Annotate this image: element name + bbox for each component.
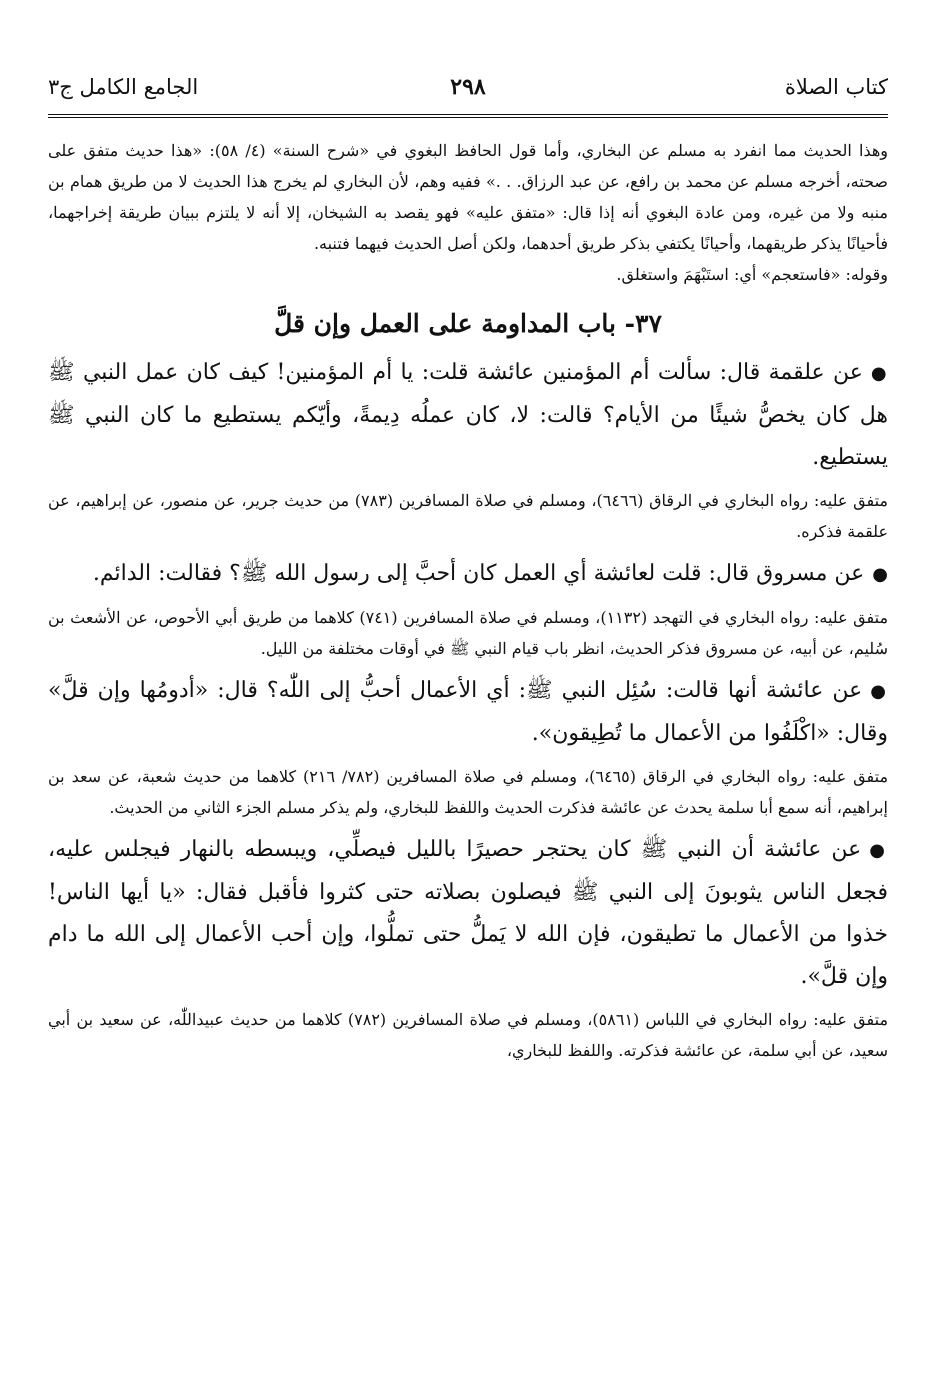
section-heading: ٣٧- باب المداومة على العمل وإن قلَّ	[274, 309, 662, 338]
running-header	[48, 70, 888, 104]
preface-note: وقوله: «فاستعجم» أي: استَبْهَمَ واستغلق.	[616, 265, 888, 284]
book-page	[48, 70, 888, 1379]
hadith-text	[48, 670, 888, 755]
hadith-body: عن علقمة قال: سألت أم المؤمنين عائشة قلت: يا أم المؤمنين! كيف كان عمل النبي ﷺ هل كان يخصُّ شيئًا من الأيام؟ قالت: لا، كان عملُه دِيمةً، وأيّكم يستطيع ما كان النبي ﷺ يستطيع.	[48, 360, 888, 470]
bullet-icon: ●	[872, 564, 888, 585]
hadith-takhrij: متفق عليه: رواه البخاري في اللباس (٥٨٦١)، ومسلم في صلاة المسافرين (٧٨٢) كلاهما من حديث عبيداللّٰه، عن سعيد بن أبي سعيد، عن أبي سلمة، عن عائشة فذكرته. واللفظ للبخاري،	[48, 1010, 889, 1060]
hadith-body: عن عائشة أنها قالت: سُئِل النبي ﷺ: أي الأعمال أحبُّ إلى اللّٰه؟ قال: «أدومُها وإن قلَّ» وقال: «اكْلَفُوا من الأعمال ما تُطِيقون».	[48, 678, 888, 746]
hadith-entry	[48, 670, 888, 823]
hadith-entry	[48, 829, 888, 1066]
page-number: ٢٩٨	[450, 74, 486, 100]
hadith-entry	[48, 352, 888, 547]
header-rule	[48, 114, 888, 121]
hadith-takhrij: متفق عليه: رواه البخاري في التهجد (١١٣٢)، ومسلم في صلاة المسافرين (٧٤١) كلاهما من طريق أبي الأحوص، عن الأشعث بن سُليم، عن أبيه، عن مسروق فذكر الحديث، انظر باب قيام النبي ﷺ في أوقات مختلفة من الليل.	[48, 608, 889, 658]
hadith-takhrij: متفق عليه: رواه البخاري في الرقاق (٦٤٦٥)، ومسلم في صلاة المسافرين (٧٨٢/ ٢١٦) كلاهما من حديث شعبة، عن سعد بن إبراهيم، أنه سمع أبا سلمة يحدث عن عائشة فذكرت الحديث واللفظ للبخاري، ولم يذكر مسلم الجزء الثاني من الحديث.	[48, 767, 889, 817]
hadith-text	[48, 352, 888, 479]
header-book-title: الجامع الكامل ج٣	[48, 75, 199, 99]
bullet-icon: ●	[870, 363, 888, 384]
hadith-body: عن مسروق قال: قلت لعائشة أي العمل كان أحبَّ إلى رسول الله ﷺ؟ فقالت: الدائم.	[92, 561, 865, 586]
hadith-body: عن عائشة أن النبي ﷺ كان يحتجر حصيرًا بالليل فيصلِّي، ويبسطه بالنهار فيجلس عليه، فجعل الناس يثوبونَ إلى النبي ﷺ فيصلون بصلاته حتى كثروا فأقبل فقال: «يا أيها الناس! خذوا من الأعمال ما تطيقون، فإن الله لا يَملُّ حتى تملُّوا، وإن أحب الأعمال إلى الله ما دام وإن قلَّ».	[48, 837, 888, 989]
preface-paragraph: وهذا الحديث مما انفرد به مسلم عن البخاري، وأما قول الحافظ البغوي في «شرح السنة» (٤/ ٥٨): «هذا حديث متفق على صحته، أخرجه مسلم عن محمد بن رافع، عن عبد الرزاق. . .» ففيه وهم، لأن البخاري لم يخرج هذا الحديث لا من طريق همام بن منبه ولا من غيره، ومن عادة البغوي أنه إذا قال: «متفق عليه» فهو يقصد به الشيخان، إلا أنه لا يلتزم ببيان طريقة إخراجهما، فأحيانًا يذكر طريقهما، وأحيانًا يكتفي بذكر طريق أحدهما، ولكن أصل الحديث فيهما فتنبه.	[48, 141, 889, 253]
hadith-text	[48, 829, 888, 998]
hadith-entry	[48, 553, 888, 664]
hadith-takhrij: متفق عليه: رواه البخاري في الرقاق (٦٤٦٦)، ومسلم في صلاة المسافرين (٧٨٣) من حديث جرير، عن منصور، عن إبراهيم، عن علقمة فذكره.	[48, 491, 888, 541]
bullet-icon: ●	[869, 840, 888, 861]
header-chapter-title: كتاب الصلاة	[784, 75, 888, 99]
bullet-icon: ●	[870, 681, 888, 702]
hadith-text	[48, 553, 888, 596]
